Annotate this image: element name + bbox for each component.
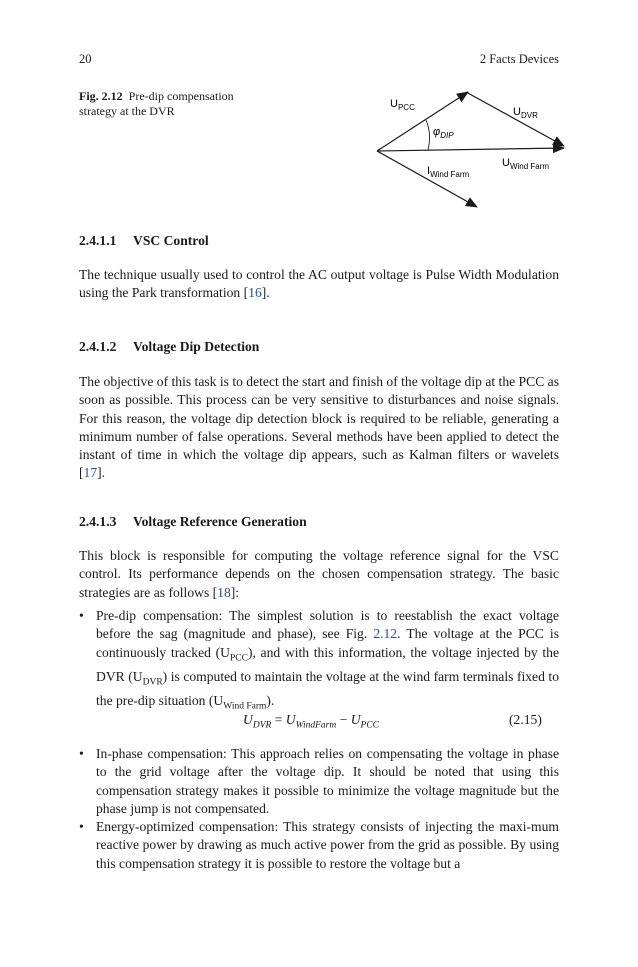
iwind-label: $I_{Wind Farm}$ [427, 165, 470, 179]
udvr-label: $U_{DVR}$ [513, 106, 538, 120]
equation: $U_{DVR} = U_{WindFarm} - U_{PCC}$ [243, 712, 380, 731]
paragraph-voltage-reference-generation: This block is responsible for computing the voltage reference signal for the VSC control. Its performance depends on the chosen compensation strategy. The basic strategies are as follows [18]: [79, 548, 559, 600]
bullet-icon: • [79, 746, 84, 761]
citation-link[interactable]: 16 [248, 285, 262, 301]
page-number: 20 [79, 52, 92, 66]
phi-angle-arc [426, 120, 430, 150]
list-item-in-phase: • In-phase compensation: This approach relies on compensating the voltage in phase to the grid voltage after the voltage dip. It should be noted that using this compensation strategy makes it possible to minimize the voltage magnitude but the phase jump is not compensated. [79, 746, 559, 816]
paragraph-voltage-dip-detection: The objective of this task is to detect the start and finish of the voltage dip at the PCC as soon as possible. This process can be very sensitive to disturbances and noise signals. For this reason, the voltage dip detection block is required to be reliable, generating a minimum number of false operations. Several methods have been applied to detect the instant of time in which the voltage dip appears, such as Kalman filters or wavelets [17]. [79, 374, 559, 481]
phasor-diagram [360, 82, 580, 212]
citation-link[interactable]: 17 [83, 465, 98, 481]
upcc-label: $U_{PCC}$ [390, 98, 415, 112]
udvr-vector [466, 92, 564, 146]
figure-caption-text: Pre-dip compensation strategy at the DVR [79, 89, 234, 118]
section-heading-vsc-control: 2.4.1.1 VSC Control [79, 233, 209, 248]
running-header: 2 Facts Devices [479, 52, 559, 66]
uwind-vector [377, 148, 564, 151]
figure-label: Fig. 2.12 [79, 89, 123, 103]
section-heading-voltage-dip-detection: 2.4.1.2 Voltage Dip Detection [79, 339, 260, 354]
list-item-energy-optimized: • Energy-optimized compensation: This strategy consists of injecting the maxi-mum reactive power by drawing as much active power from the grid as possible. By using this compensation strategy it is possible to restore the voltage but a [79, 819, 559, 871]
bullet-icon: • [79, 819, 84, 834]
phi-dip-label: $\varphi_{DIP}$ [433, 126, 454, 140]
equation-number: (2.15) [509, 712, 542, 727]
list-item-pre-dip: • Pre-dip compensation: The simplest solution is to reestablish the exact voltage before the sag (magnitude and phase), see Fig. 2.12. The voltage at the PCC is continuously tracked $(U_{PCC})$, and with this information, the voltage injected by the DVR $(U_{DVR})$ is computed to maintain the voltage at the wind farm terminals fixed to the pre-dip situation $(U_{Wind Farm})$. [79, 608, 560, 712]
iwind-vector [377, 151, 477, 207]
section-heading-voltage-reference-generation: 2.4.1.3 Voltage Reference Generation [79, 514, 307, 529]
figure-caption [79, 89, 239, 119]
figure-link[interactable]: 2.12 [373, 626, 398, 642]
uwind-label: $U_{Wind Farm}$ [502, 157, 550, 171]
paragraph-vsc-control: The technique usually used to control the AC output voltage is Pulse Width Modulation using the Park transformation [16]. [79, 267, 559, 301]
bullet-icon: • [79, 608, 84, 623]
citation-link[interactable]: 18 [217, 584, 231, 600]
